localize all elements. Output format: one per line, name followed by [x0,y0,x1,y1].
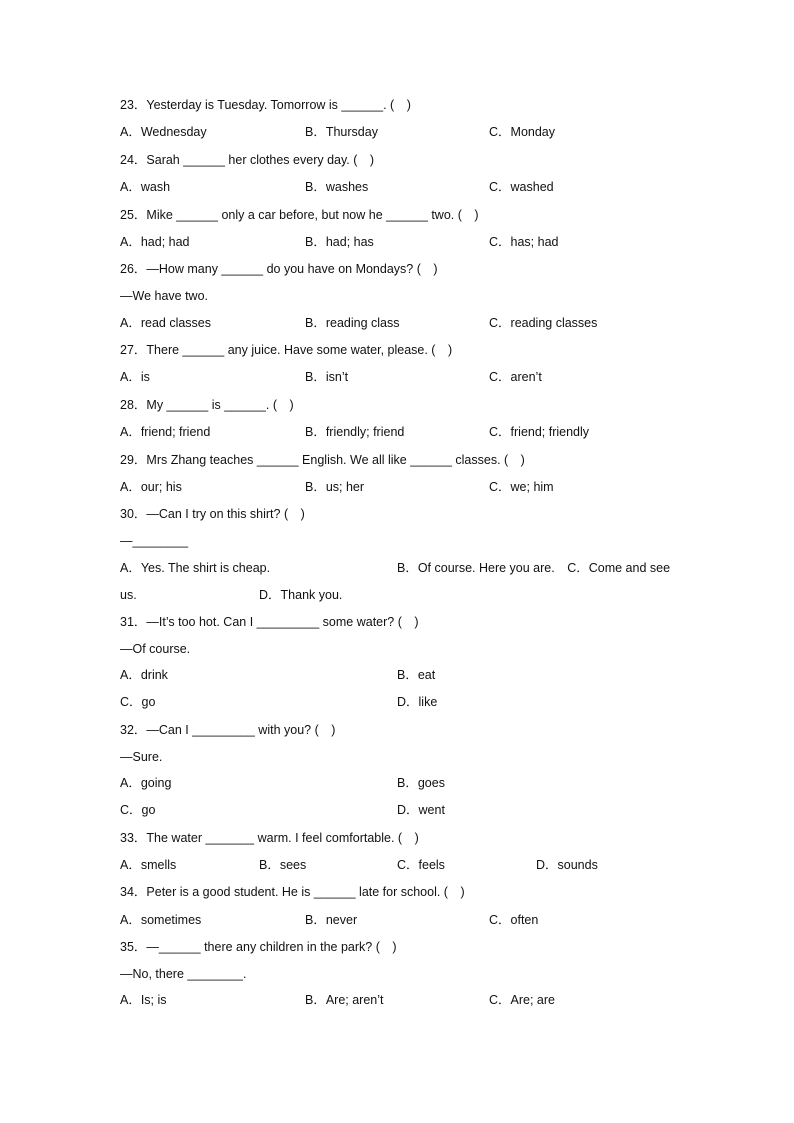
option-27-b: B．isn’t [305,370,349,384]
option-33-b: B．sees [259,858,307,872]
option-28-a: A．friend; friend [120,425,211,439]
option-35-a: A．Is; is [120,993,167,1007]
option-27-a: A．is [120,370,150,384]
option-28-b: B．friendly; friend [305,425,405,439]
option-31-a: A．drink [120,668,168,682]
option-31-c: C．go [120,695,156,709]
option-34-a: A．sometimes [120,913,202,927]
option-31-d: D．like [397,695,438,709]
option-35-b: B．Are; aren’t [305,993,384,1007]
question-25: 25．Mike ______ only a car before, but now he ______ two. ( ) [120,208,479,222]
option-31-b: B．eat [397,668,436,682]
option-25-a: A．had; had [120,235,190,249]
reply-26: —We have two. [120,289,209,303]
option-27-c: C．aren’t [489,370,542,384]
option-33-c: C．feels [397,858,445,872]
option-26-c: C．reading classes [489,316,598,330]
option-30-c-cont: us. [120,588,137,602]
option-24-a: A．wash [120,180,171,194]
option-32-b: B．goes [397,776,445,790]
option-25-c: C．has; had [489,235,559,249]
option-24-b: B．washes [305,180,369,194]
reply-30: —________ [120,534,189,548]
question-26: 26．—How many ______ do you have on Mondays? ( ) [120,262,438,276]
question-31: 31．—It’s too hot. Can I _________ some water? ( ) [120,615,419,629]
option-23-a: A．Wednesday [120,125,207,139]
option-26-a: A．read classes [120,316,212,330]
reply-31: —Of course. [120,642,191,656]
option-26-b: B．reading class [305,316,400,330]
option-28-c: C．friend; friendly [489,425,590,439]
option-29-a: A．our; his [120,480,182,494]
option-30-d: D．Thank you. [259,588,343,602]
option-32-c: C．go [120,803,156,817]
option-23-b: B．Thursday [305,125,378,139]
option-32-a: A．going [120,776,172,790]
question-28: 28．My ______ is ______. ( ) [120,398,294,412]
option-30-b-c: B．Of course. Here you are. C．Come and see [397,561,671,575]
option-24-c: C．washed [489,180,554,194]
option-34-b: B．never [305,913,358,927]
question-30: 30．—Can I try on this shirt? ( ) [120,507,305,521]
question-33: 33．The water _______ warm. I feel comfortable. ( ) [120,831,419,845]
question-34: 34．Peter is a good student. He is ______ late for school. ( ) [120,885,465,899]
question-32: 32．—Can I _________ with you? ( ) [120,723,336,737]
question-24: 24．Sarah ______ her clothes every day. ( ) [120,153,375,167]
option-35-c: C．Are; are [489,993,555,1007]
option-30-a: A．Yes. The shirt is cheap. [120,561,271,575]
question-35: 35．—______ there any children in the park? ( ) [120,940,397,954]
option-33-a: A．smells [120,858,177,872]
question-29: 29．Mrs Zhang teaches ______ English. We all like ______ classes. ( ) [120,453,525,467]
option-33-d: D．sounds [536,858,598,872]
reply-35: —No, there ________. [120,967,247,981]
question-23: 23．Yesterday is Tuesday. Tomorrow is ______. ( ) [120,98,411,112]
option-23-c: C．Monday [489,125,555,139]
option-29-b: B．us; her [305,480,365,494]
reply-32: —Sure. [120,750,163,764]
question-27: 27．There ______ any juice. Have some water, please. ( ) [120,343,453,357]
option-32-d: D．went [397,803,445,817]
option-34-c: C．often [489,913,539,927]
option-25-b: B．had; has [305,235,374,249]
option-29-c: C．we; him [489,480,554,494]
